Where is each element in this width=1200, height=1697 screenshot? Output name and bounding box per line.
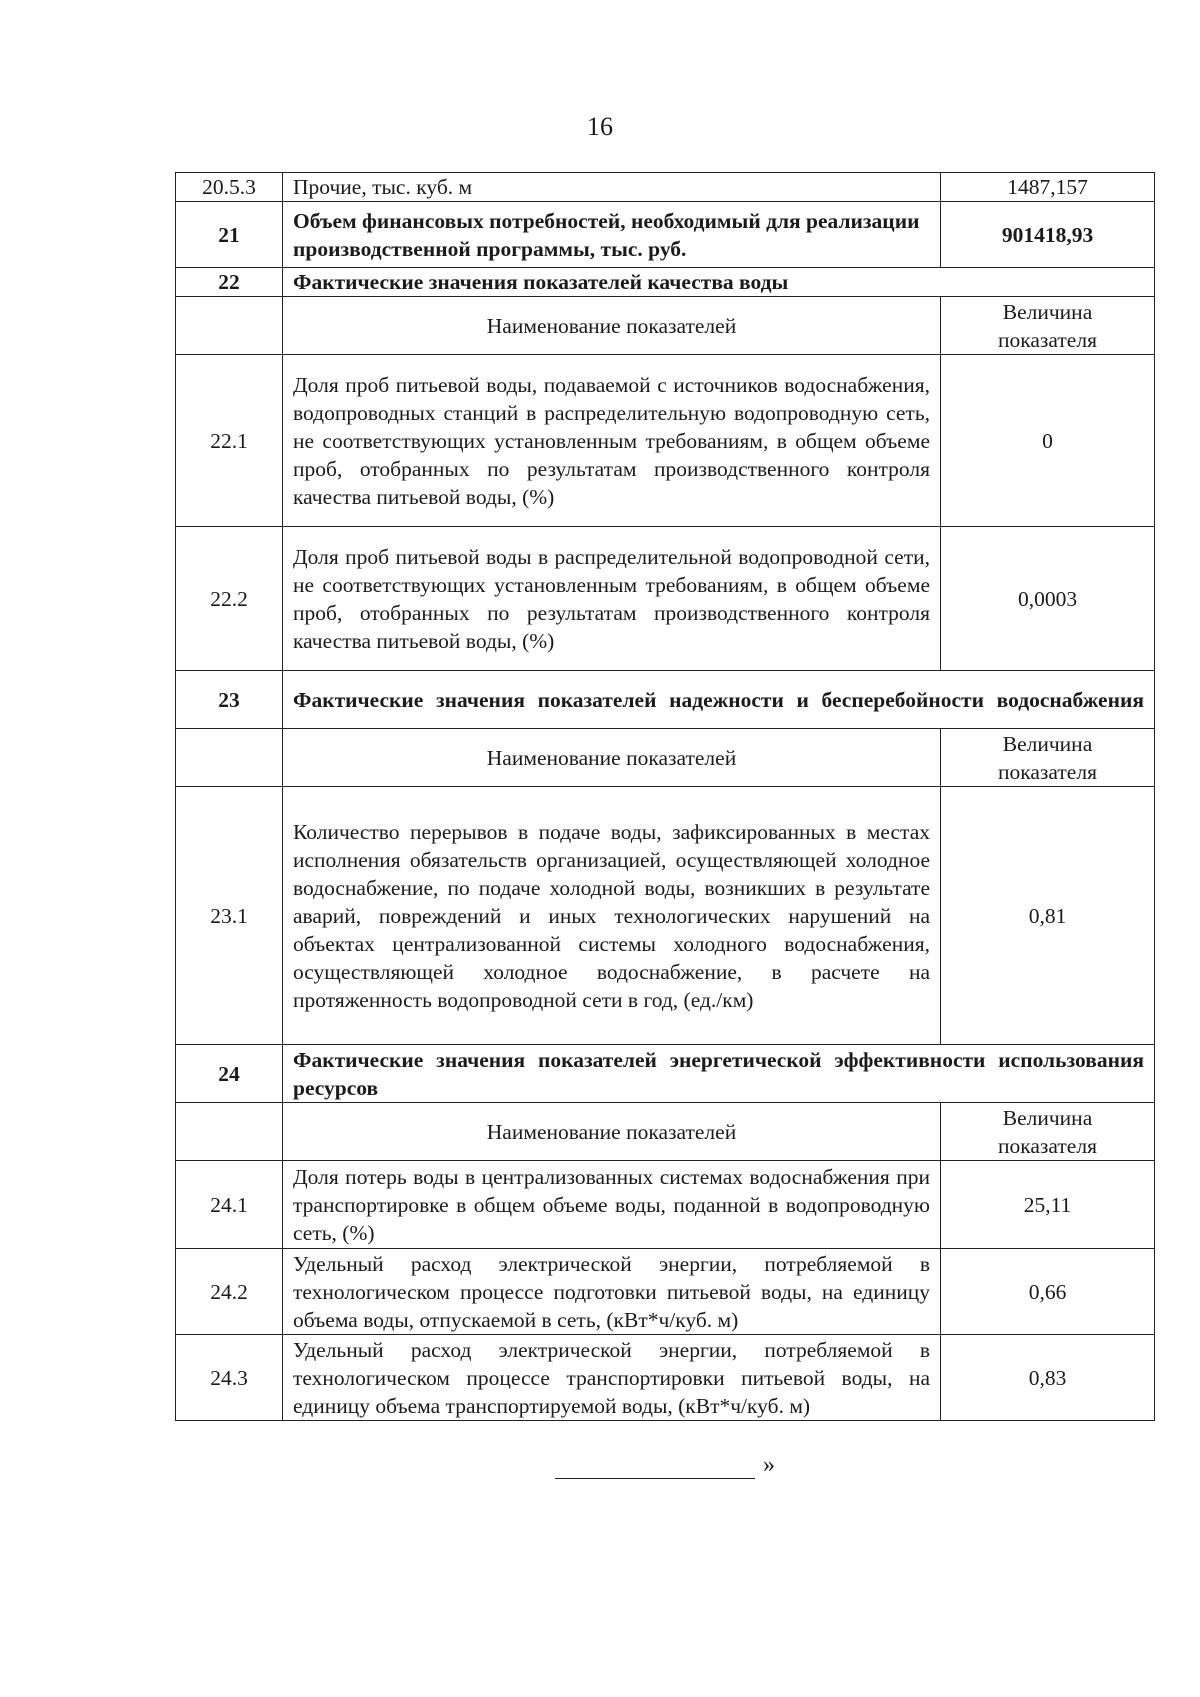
closing-quote-mark: » (763, 1452, 775, 1478)
row-number: 22.2 (176, 527, 283, 671)
table-row (176, 1161, 1155, 1249)
column-header-value: Величина показателя (941, 1103, 1155, 1161)
row-value: 901418,93 (941, 202, 1155, 268)
row-text: Количество перерывов в подаче воды, зафиксированных в местах исполнения обязательств организацией, осуществляющей холодное водоснабжение, по подаче холодной воды, возникших в результате аварий, повреждений и иных технологических нарушений на объектах централизованной системы холодного водоснабжения, осуществляющей холодное водоснабжение, в расчете на протяженность водопроводной сети в год, (ед./км) (283, 787, 941, 1045)
section-header-row (176, 1045, 1155, 1103)
section-number: 22 (176, 268, 283, 297)
section-number: 23 (176, 671, 283, 729)
row-text: Удельный расход электрической энергии, потребляемой в технологическом процессе подготовки питьевой воды, на единицу объема воды, отпускаемой в сеть, (кВт*ч/куб. м) (283, 1249, 941, 1335)
table-row (176, 355, 1155, 527)
column-header-value: Величина показателя (941, 729, 1155, 787)
table-row (176, 173, 1155, 202)
row-value: 0,0003 (941, 527, 1155, 671)
row-number: 23.1 (176, 787, 283, 1045)
row-text: Доля проб питьевой воды в распределительной водопроводной сети, не соответствующих установленным требованиям, в общем объеме проб, отобранных по результатам производственного контроля качества питьевой воды, (%) (283, 527, 941, 671)
section-number: 24 (176, 1045, 283, 1103)
row-text: Объем финансовых потребностей, необходимый для реализации производственной программы, тыс. руб. (283, 202, 941, 268)
row-text: Удельный расход электрической энергии, потребляемой в технологическом процессе транспортировки питьевой воды, на единицу объема транспортируемой воды, (кВт*ч/куб. м) (283, 1335, 941, 1421)
empty-cell (176, 1103, 283, 1161)
row-value: 0,83 (941, 1335, 1155, 1421)
table-row (176, 202, 1155, 268)
row-number: 24.1 (176, 1161, 283, 1249)
row-value: 1487,157 (941, 173, 1155, 202)
section-title: Фактические значения показателей надежности и бесперебойности водоснабжения (283, 671, 1155, 729)
column-header-row (176, 297, 1155, 355)
column-header-row (176, 1103, 1155, 1161)
empty-cell (176, 729, 283, 787)
section-title: Фактические значения показателей качества воды (283, 268, 1155, 297)
row-number: 24.2 (176, 1249, 283, 1335)
row-number: 24.3 (176, 1335, 283, 1421)
row-text: Доля проб питьевой воды, подаваемой с источников водоснабжения, водопроводных станций в распределительную водопроводную сеть, не соответствующих установленным требованиям, в общем объеме проб, отобранных по результатам производственного контроля качества питьевой воды, (%) (283, 355, 941, 527)
row-number: 20.5.3 (176, 173, 283, 202)
row-value: 0 (941, 355, 1155, 527)
empty-cell (176, 297, 283, 355)
column-header-name: Наименование показателей (283, 297, 941, 355)
section-header-row (176, 268, 1155, 297)
section-header-row (176, 671, 1155, 729)
column-header-name: Наименование показателей (283, 1103, 941, 1161)
indicators-table (175, 172, 1155, 1421)
table-row (176, 787, 1155, 1045)
page-number: 16 (587, 112, 613, 141)
row-value: 25,11 (941, 1161, 1155, 1249)
table-row (176, 527, 1155, 671)
row-number: 21 (176, 202, 283, 268)
row-text: Доля потерь воды в централизованных системах водоснабжения при транспортировке в общем объеме воды, поданной в водопроводную сеть, (%) (283, 1161, 941, 1249)
table-row (176, 1335, 1155, 1421)
column-header-name: Наименование показателей (283, 729, 941, 787)
table-row (176, 1249, 1155, 1335)
row-number: 22.1 (176, 355, 283, 527)
row-value: 0,81 (941, 787, 1155, 1045)
column-header-value: Величина показателя (941, 297, 1155, 355)
row-text: Прочие, тыс. куб. м (283, 173, 941, 202)
row-value: 0,66 (941, 1249, 1155, 1335)
section-title: Фактические значения показателей энергетической эффективности использования ресурсов (283, 1045, 1155, 1103)
column-header-row (176, 729, 1155, 787)
